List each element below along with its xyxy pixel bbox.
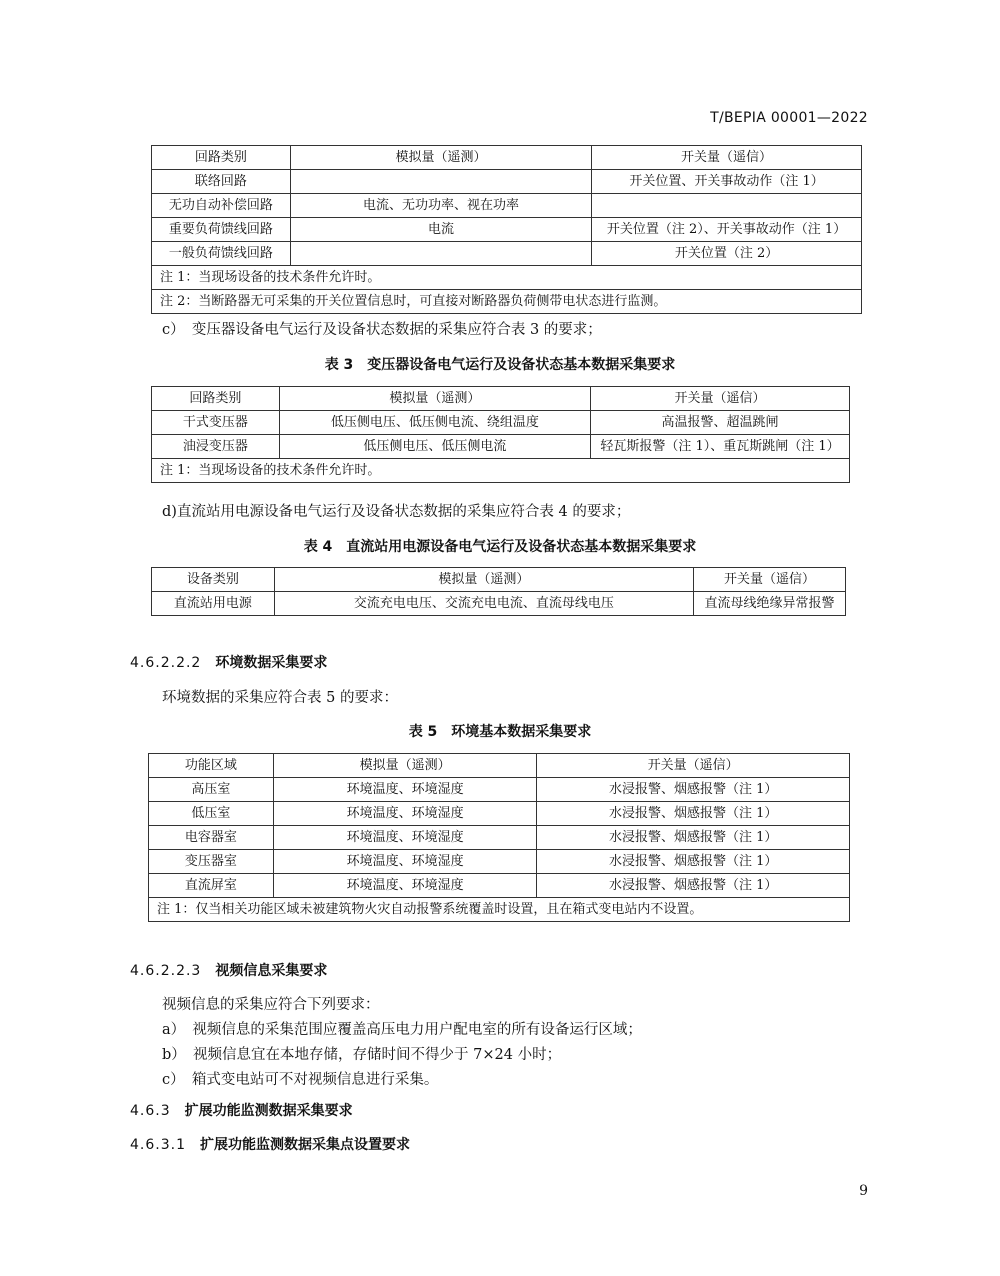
table-note-row [152,290,862,314]
table-row [152,194,862,218]
video-intro: 视频信息的采集应符合下列要求： [162,997,380,1013]
table-cell: 一般负荷馈线回路 [152,242,291,266]
table-cell: 油浸变压器 [152,435,280,459]
table-row [152,218,862,242]
table-header-row [152,387,850,411]
table-cell: 水浸报警、烟感报警（注 1） [537,802,850,826]
table-cell: 干式变压器 [152,411,280,435]
table-3 [151,386,850,483]
table-cell: 低压侧电压、低压侧电流 [279,435,590,459]
paragraph-c: c） 变压器设备电气运行及设备状态数据的采集应符合表 3 的要求； [162,322,602,338]
table-cell: 重要负荷馈线回路 [152,218,291,242]
table-cell [290,170,591,194]
section-title: 环境数据采集要求 [215,655,328,671]
table-row [152,242,862,266]
table-top [151,145,862,314]
section-number: 4.6.2.2.3 [130,963,202,979]
section-title: 扩展功能监测数据采集点设置要求 [199,1137,410,1153]
header-cell: 开关量（遥信） [537,754,850,778]
table-cell: 轻瓦斯报警（注 1）、重瓦斯跳闸（注 1） [591,435,850,459]
header-cell: 模拟量（遥测） [273,754,537,778]
table4-caption: 表 4 直流站用电源设备电气运行及设备状态基本数据采集要求 [303,539,697,555]
table-cell: 环境温度、环境湿度 [273,850,537,874]
table-header-row [149,754,850,778]
table-note-row [152,266,862,290]
table-cell: 环境温度、环境湿度 [273,874,537,898]
table-cell: 电流、无功功率、视在功率 [290,194,591,218]
table-cell: 联络回路 [152,170,291,194]
header-cell: 模拟量（遥测） [279,387,590,411]
table-cell: 水浸报警、烟感报警（注 1） [537,778,850,802]
header-cell: 设备类别 [152,568,275,592]
table-4 [151,567,846,616]
header-cell: 开关量（遥信） [694,568,846,592]
table-row [149,874,850,898]
table5-caption: 表 5 环境基本数据采集要求 [408,724,592,740]
section-number: 4.6.2.2.2 [130,655,202,671]
table-cell: 低压侧电压、低压侧电流、绕组温度 [279,411,590,435]
table-cell: 电容器室 [149,826,274,850]
section-title: 视频信息采集要求 [215,963,328,979]
table-cell: 开关位置（注 2） [592,242,862,266]
table-cell: 高温报警、超温跳闸 [591,411,850,435]
table-row [149,778,850,802]
table-note: 注 1：当现场设备的技术条件允许时。 [152,266,862,290]
table-note-row [149,898,850,922]
page-number: 9 [859,1183,868,1199]
paragraph-d: d)直流站用电源设备电气运行及设备状态数据的采集应符合表 4 的要求； [162,504,631,520]
table-cell: 水浸报警、烟感报警（注 1） [537,826,850,850]
header-cell: 回路类别 [152,387,280,411]
table-cell [290,242,591,266]
section-heading-4-6-3-1 [130,1134,410,1154]
table-header-row [152,568,846,592]
header-cell: 开关量（遥信） [592,146,862,170]
section-number: 4.6.3.1 [130,1137,186,1153]
header-cell: 模拟量（遥测） [274,568,693,592]
table-row [149,802,850,826]
section-heading-4-6-2-2-2 [130,652,327,672]
header-cell: 功能区域 [149,754,274,778]
table-row [149,850,850,874]
video-item-c: c） 箱式变电站可不对视频信息进行采集。 [162,1072,439,1088]
table-cell: 低压室 [149,802,274,826]
table-row [149,826,850,850]
section-heading-4-6-3 [130,1100,353,1120]
table-cell: 无功自动补偿回路 [152,194,291,218]
section-title: 扩展功能监测数据采集要求 [184,1103,353,1119]
table-cell: 水浸报警、烟感报警（注 1） [537,850,850,874]
table-note: 注 1：当现场设备的技术条件允许时。 [152,459,850,483]
header-cell: 模拟量（遥测） [290,146,591,170]
section-number: 4.6.3 [130,1103,171,1119]
table-note: 注 2：当断路器无可采集的开关位置信息时，可直接对断路器负荷侧带电状态进行监测。 [152,290,862,314]
table-cell: 电流 [290,218,591,242]
table-5 [148,753,850,922]
table-cell: 环境温度、环境湿度 [273,802,537,826]
table-note-row [152,459,850,483]
paragraph-env: 环境数据的采集应符合表 5 的要求： [162,690,398,706]
table-cell: 环境温度、环境湿度 [273,826,537,850]
header-cell: 回路类别 [152,146,291,170]
table-note: 注 1：仅当相关功能区域未被建筑物火灾自动报警系统覆盖时设置，且在箱式变电站内不设置。 [149,898,850,922]
table-cell: 直流母线绝缘异常报警 [694,592,846,616]
table-row [152,170,862,194]
video-item-a: a） 视频信息的采集范围应覆盖高压电力用户配电室的所有设备运行区域； [162,1022,642,1038]
table-cell: 变压器室 [149,850,274,874]
table-cell: 高压室 [149,778,274,802]
header-cell: 开关量（遥信） [591,387,850,411]
table-cell: 交流充电电压、交流充电电流、直流母线电压 [274,592,693,616]
table-row [152,435,850,459]
table-cell: 开关位置（注 2）、开关事故动作（注 1） [592,218,862,242]
video-item-b: b） 视频信息宜在本地存储，存储时间不得少于 7×24 小时； [162,1047,562,1063]
table-cell: 开关位置、开关事故动作（注 1） [592,170,862,194]
table-cell: 直流屏室 [149,874,274,898]
table-cell: 环境温度、环境湿度 [273,778,537,802]
standard-code: T/BEPIA 00001—2022 [710,110,868,126]
section-heading-4-6-2-2-3 [130,960,327,980]
table-cell: 直流站用电源 [152,592,275,616]
table-header-row [152,146,862,170]
table-cell: 水浸报警、烟感报警（注 1） [537,874,850,898]
table-cell [592,194,862,218]
table-row [152,411,850,435]
table3-caption: 表 3 变压器设备电气运行及设备状态基本数据采集要求 [324,357,676,373]
table-row [152,592,846,616]
